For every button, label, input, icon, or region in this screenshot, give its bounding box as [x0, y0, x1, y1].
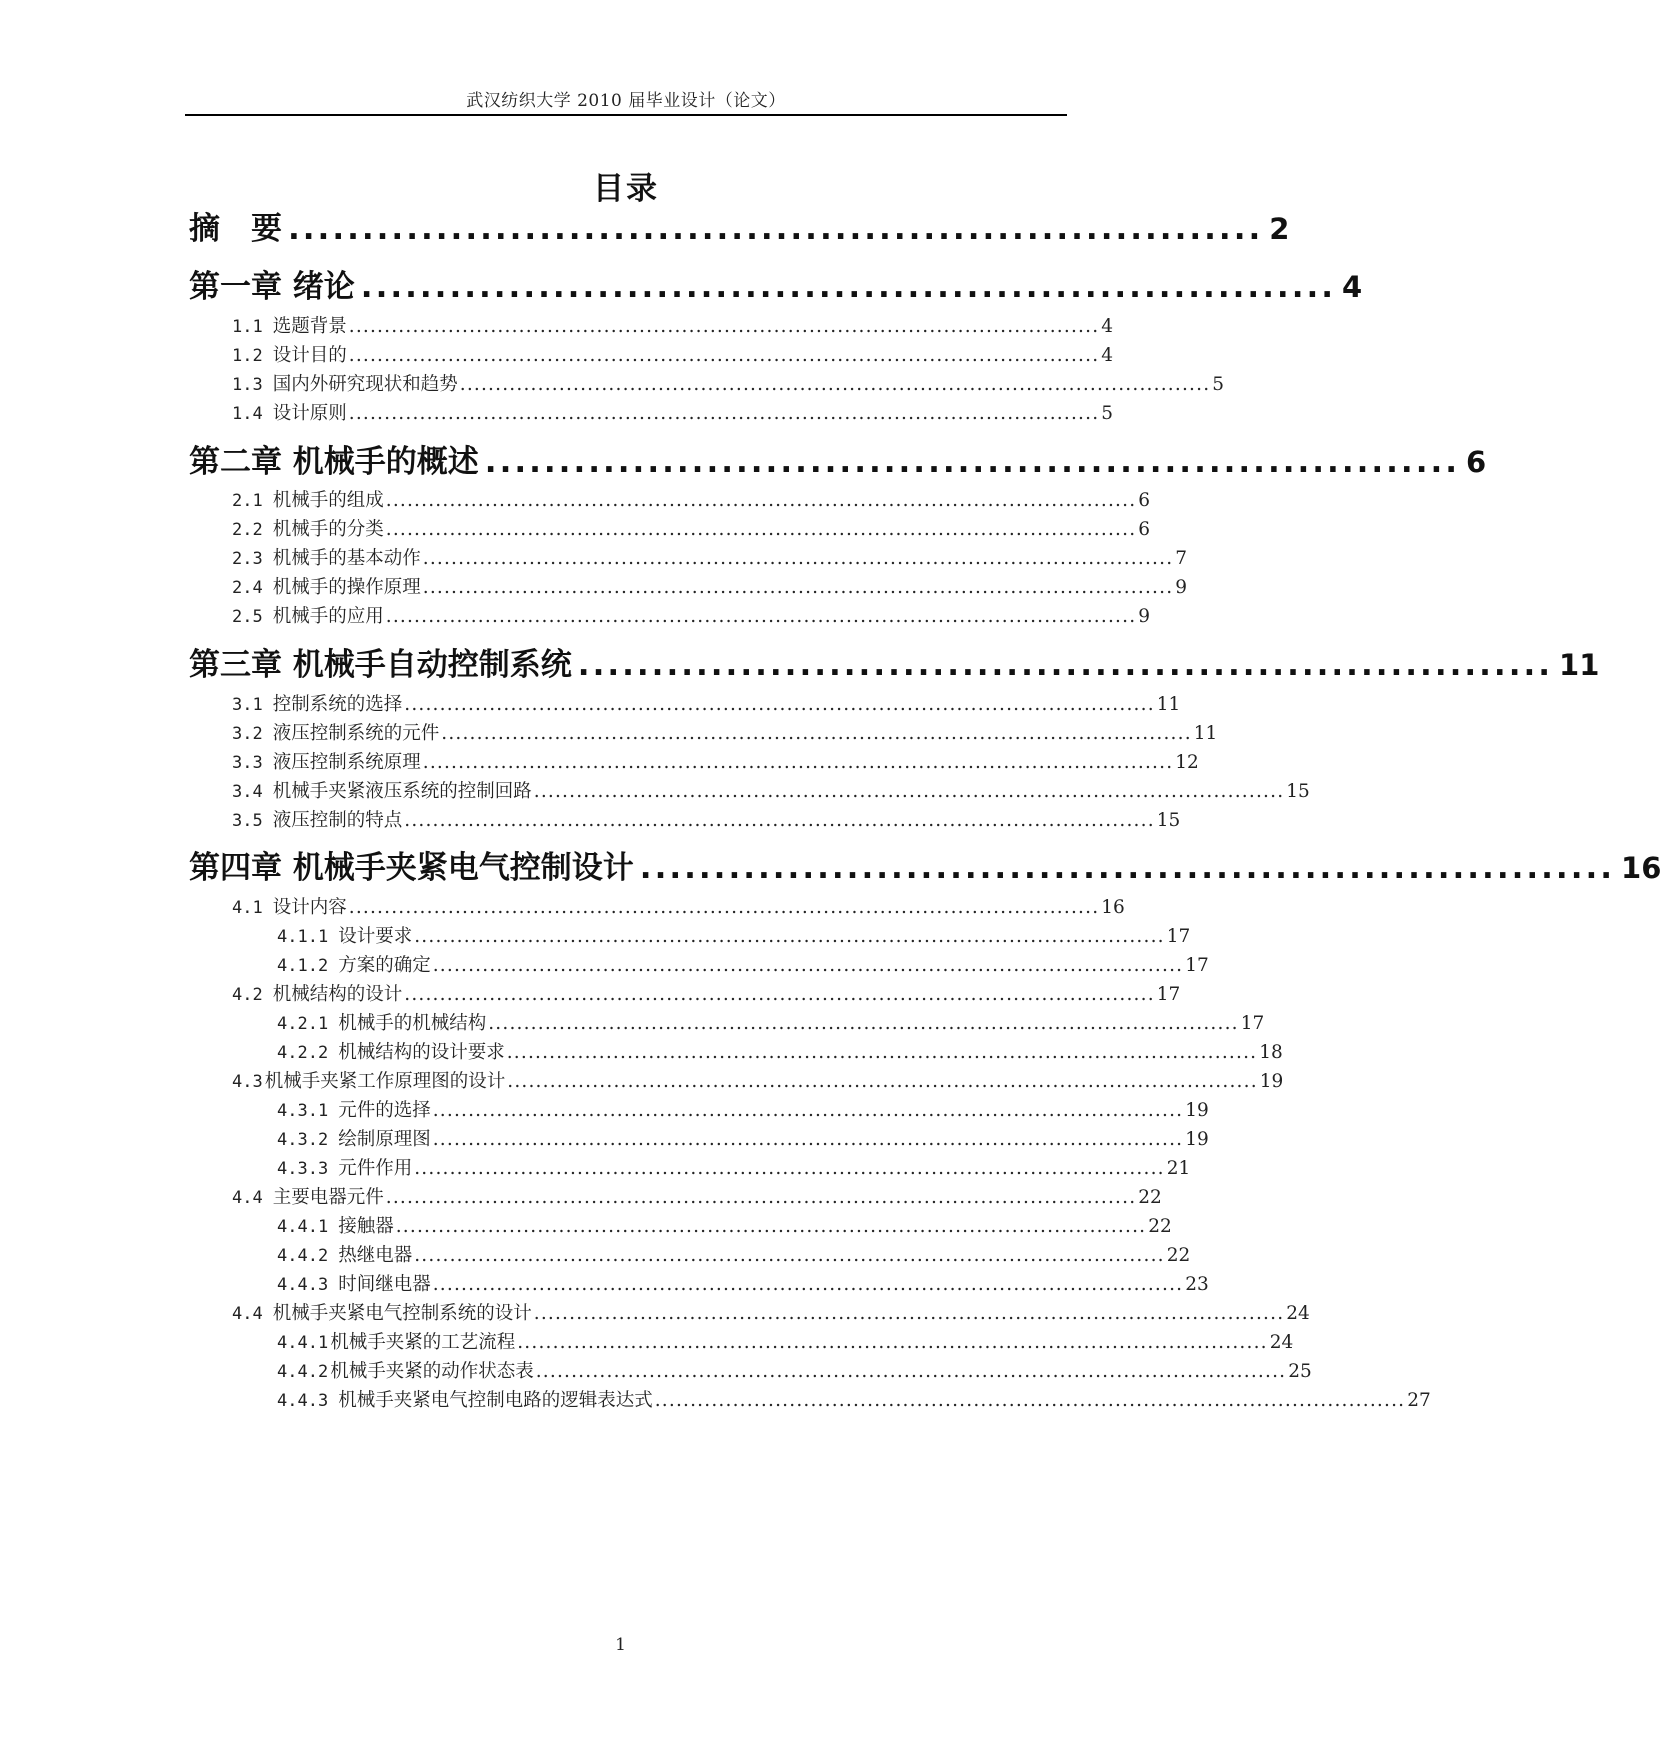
dot-leader: .......................................................................................................... [432, 1129, 1184, 1150]
toc-entry-section[interactable] [232, 486, 1151, 514]
toc-page-number: 17 [1156, 984, 1181, 1005]
dot-leader: .......................................................................................................... [533, 781, 1285, 802]
toc-label: 机械手的操作原理 [272, 577, 421, 598]
section-number: 4.3.2 [277, 1130, 329, 1150]
toc-page-number: 16 [1621, 851, 1661, 885]
toc-label: 摘 要 [189, 211, 282, 247]
section-number: 4.4 [232, 1304, 263, 1324]
toc-entry-section[interactable] [232, 341, 1114, 369]
page-number: 1 [615, 1635, 626, 1655]
toc-label: 机械手的基本动作 [272, 548, 421, 569]
dot-leader: .................................................................. [639, 850, 1616, 886]
toc-page-number: 4 [1101, 316, 1114, 337]
section-number: 4.4.1 [277, 1217, 329, 1237]
dot-leader: .................................................................. [288, 211, 1264, 247]
toc-entry-subsection[interactable] [277, 1038, 1283, 1066]
section-number: 4.4.3 [277, 1275, 329, 1295]
section-number: 1.3 [232, 375, 263, 395]
dot-leader: .......................................................................................................... [422, 752, 1174, 773]
section-number: 2.4 [232, 578, 263, 598]
toc-label: 元件作用 [338, 1158, 413, 1179]
toc-entry-subsection[interactable] [277, 1212, 1172, 1240]
dot-leader: .......................................................................................................... [507, 1071, 1258, 1092]
toc-entry-section[interactable] [232, 748, 1199, 776]
section-number: 1.1 [232, 317, 263, 337]
toc-entry-section[interactable] [232, 893, 1125, 921]
toc-entry-section[interactable] [232, 544, 1188, 572]
toc-label: 选题背景 [272, 316, 347, 337]
dot-leader: .......................................................................................................... [348, 345, 1100, 366]
toc-page-number: 6 [1138, 519, 1151, 540]
toc-entry-chapter-2[interactable] [189, 436, 1487, 480]
toc-label: 时间继电器 [338, 1274, 431, 1295]
section-number: 4.2.1 [277, 1014, 329, 1034]
toc-entry-subsection[interactable] [277, 951, 1209, 979]
dot-leader: .......................................................................................................... [488, 1013, 1239, 1034]
section-number: 4.2 [232, 985, 263, 1005]
toc-entry-subsection[interactable] [277, 1009, 1265, 1037]
toc-page-number: 5 [1101, 403, 1114, 424]
toc-entry-section[interactable] [232, 515, 1151, 543]
section-number: 2.2 [232, 520, 263, 540]
toc-label: 机械手的机械结构 [338, 1013, 487, 1034]
toc-label: 第四章 机械手夹紧电气控制设计 [189, 850, 634, 886]
dot-leader: .......................................................................................................... [404, 694, 1155, 715]
toc-entry-section[interactable] [232, 1183, 1162, 1211]
toc-label: 机械手夹紧液压系统的控制回路 [272, 781, 532, 802]
dot-leader: .......................................................................................................... [395, 1216, 1147, 1237]
dot-leader: .......................................................................................................... [385, 519, 1137, 540]
toc-entry-subsection[interactable] [277, 1386, 1431, 1414]
dot-leader: .......................................................................................................... [385, 1187, 1137, 1208]
toc-label: 液压控制系统的元件 [272, 723, 440, 744]
toc-page-number: 5 [1212, 374, 1225, 395]
toc-label: 元件的选择 [338, 1100, 431, 1121]
toc-page-number: 12 [1175, 752, 1199, 773]
toc-label: 液压控制系统原理 [272, 752, 421, 773]
toc-page-number: 17 [1185, 955, 1209, 976]
toc-label: 控制系统的选择 [272, 694, 403, 715]
toc-page-number: 4 [1342, 270, 1363, 304]
toc-entry-section[interactable] [232, 980, 1181, 1008]
toc-page-number: 23 [1185, 1274, 1209, 1295]
section-number: 4.1 [232, 898, 263, 918]
section-number: 1.4 [232, 404, 263, 424]
section-number: 4.3.1 [277, 1101, 329, 1121]
section-number: 4.3.3 [277, 1159, 329, 1179]
section-number: 2.5 [232, 607, 263, 627]
toc-label: 机械手夹紧的动作状态表 [330, 1361, 534, 1382]
toc-label: 方案的确定 [338, 955, 431, 976]
dot-leader: .......................................................................................................... [517, 1332, 1268, 1353]
toc-page-number: 19 [1185, 1129, 1209, 1150]
toc-label: 机械手夹紧的工艺流程 [330, 1332, 516, 1353]
toc-page-number: 24 [1269, 1332, 1294, 1353]
toc-label: 机械结构的设计 [272, 984, 403, 1005]
toc-entry-chapter-4[interactable] [189, 842, 1661, 886]
toc-page-number: 22 [1166, 1245, 1191, 1266]
toc-label: 第二章 机械手的概述 [189, 444, 479, 480]
toc-page-number: 25 [1288, 1361, 1312, 1382]
section-number: 3.4 [232, 782, 263, 802]
toc-page-number: 9 [1138, 606, 1151, 627]
toc-label: 主要电器元件 [272, 1187, 384, 1208]
dot-leader: .......................................................................................................... [533, 1303, 1285, 1324]
toc-page-number: 6 [1466, 445, 1487, 479]
dot-leader: .......................................................................................................... [432, 1274, 1184, 1295]
toc-label: 机械手的组成 [272, 490, 384, 511]
toc-page-number: 22 [1148, 1216, 1172, 1237]
toc-label: 第一章 绪论 [189, 269, 355, 305]
section-number: 4.4.2 [277, 1362, 329, 1382]
toc-entry-subsection[interactable] [277, 1270, 1209, 1298]
section-number: 4.3 [232, 1072, 263, 1092]
toc-entry-subsection[interactable] [277, 1328, 1294, 1356]
toc-entry-subsection[interactable] [277, 1125, 1209, 1153]
toc-label: 设计内容 [272, 897, 347, 918]
toc-title: 目录 [593, 171, 659, 207]
section-number: 4.4 [232, 1188, 263, 1208]
toc-entry-subsection[interactable] [277, 1154, 1191, 1182]
toc-entry-abstract[interactable] [189, 203, 1290, 247]
toc-page-number: 17 [1166, 926, 1191, 947]
section-number: 4.4.3 [277, 1391, 329, 1411]
toc-page-number: 16 [1101, 897, 1125, 918]
dot-leader: .......................................................................................................... [348, 403, 1100, 424]
toc-entry-section[interactable] [232, 1299, 1310, 1327]
toc-entry-section[interactable] [232, 806, 1181, 834]
running-header: 武汉纺织大学 2010 届毕业设计（论文） [466, 91, 786, 111]
section-number: 4.2.2 [277, 1043, 329, 1063]
dot-leader: .......................................................................................................... [422, 548, 1174, 569]
toc-page-number: 7 [1175, 548, 1188, 569]
dot-leader: .......................................................................................................... [459, 374, 1211, 395]
toc-label: 液压控制的特点 [272, 810, 403, 831]
toc-page-number: 27 [1407, 1390, 1431, 1411]
dot-leader: .......................................................................................................... [432, 955, 1184, 976]
dot-leader: .......................................................................................................... [414, 926, 1165, 947]
toc-label: 接触器 [338, 1216, 394, 1237]
toc-label: 机械手的应用 [272, 606, 384, 627]
section-number: 1.2 [232, 346, 263, 366]
toc-label: 设计原则 [272, 403, 347, 424]
dot-leader: .......................................................................................................... [422, 577, 1174, 598]
dot-leader: .......................................................................................................... [414, 1158, 1165, 1179]
toc-entry-section[interactable] [232, 1067, 1284, 1095]
toc-page-number: 24 [1286, 1303, 1310, 1324]
section-number: 4.1.2 [277, 956, 329, 976]
toc-entry-subsection[interactable] [277, 922, 1191, 950]
dot-leader: .................................................................. [484, 444, 1461, 480]
dot-leader: .......................................................................................................... [348, 897, 1100, 918]
dot-leader: .......................................................................................................... [432, 1100, 1184, 1121]
toc-label: 绘制原理图 [338, 1129, 431, 1150]
toc-page-number: 11 [1559, 648, 1600, 682]
toc-entry-subsection[interactable] [277, 1096, 1209, 1124]
dot-leader: .......................................................................................................... [654, 1390, 1406, 1411]
toc-page-number: 19 [1185, 1100, 1209, 1121]
section-number: 3.5 [232, 811, 263, 831]
dot-leader: .................................................................. [360, 269, 1337, 305]
dot-leader: .......................................................................................................... [535, 1361, 1287, 1382]
toc-entry-section[interactable] [232, 573, 1188, 601]
toc-page-number: 17 [1240, 1013, 1265, 1034]
header-rule [185, 114, 1067, 116]
section-number: 3.1 [232, 695, 263, 715]
dot-leader: .......................................................................................................... [414, 1245, 1165, 1266]
toc-entry-section[interactable] [232, 690, 1181, 718]
dot-leader: .................................................................. [577, 647, 1554, 683]
toc-page-number: 6 [1138, 490, 1151, 511]
section-number: 4.4.1 [277, 1333, 329, 1353]
toc-page-number: 21 [1166, 1158, 1191, 1179]
toc-page-number: 11 [1193, 723, 1218, 744]
toc-entry-chapter-3[interactable] [189, 639, 1600, 683]
toc-page-number: 15 [1156, 810, 1181, 831]
dot-leader: .......................................................................................................... [404, 984, 1155, 1005]
toc-page-number: 2 [1269, 212, 1290, 246]
toc-page-number: 11 [1156, 694, 1181, 715]
toc-entry-subsection[interactable] [277, 1241, 1191, 1269]
toc-label: 设计目的 [272, 345, 347, 366]
toc-label: 机械手的分类 [272, 519, 384, 540]
toc-page-number: 15 [1286, 781, 1310, 802]
toc-entry-section[interactable] [232, 312, 1114, 340]
toc-entry-section[interactable] [232, 777, 1310, 805]
dot-leader: .......................................................................................................... [385, 606, 1137, 627]
toc-page-number: 22 [1138, 1187, 1162, 1208]
section-number: 3.2 [232, 724, 263, 744]
dot-leader: .......................................................................................................... [385, 490, 1137, 511]
toc-label: 机械结构的设计要求 [338, 1042, 505, 1063]
section-number: 2.3 [232, 549, 263, 569]
dot-leader: .......................................................................................................... [506, 1042, 1258, 1063]
toc-entry-chapter-1[interactable] [189, 261, 1363, 305]
toc-label: 机械手夹紧电气控制系统的设计 [272, 1303, 532, 1324]
toc-label: 热继电器 [338, 1245, 413, 1266]
toc-entry-section[interactable] [232, 370, 1225, 398]
toc-entry-section[interactable] [232, 399, 1114, 427]
dot-leader: .......................................................................................................... [441, 723, 1192, 744]
toc-page-number: 18 [1259, 1042, 1283, 1063]
section-number: 4.4.2 [277, 1246, 329, 1266]
dot-leader: .......................................................................................................... [348, 316, 1100, 337]
toc-label: 机械手夹紧工作原理图的设计 [264, 1071, 506, 1092]
toc-entry-section[interactable] [232, 719, 1218, 747]
section-number: 2.1 [232, 491, 263, 511]
toc-page-number: 4 [1101, 345, 1114, 366]
toc-label: 国内外研究现状和趋势 [272, 374, 458, 395]
toc-entry-subsection[interactable] [277, 1357, 1312, 1385]
toc-label: 设计要求 [338, 926, 413, 947]
section-number: 3.3 [232, 753, 263, 773]
toc-page-number: 19 [1259, 1071, 1284, 1092]
toc-label: 第三章 机械手自动控制系统 [189, 647, 572, 683]
toc-label: 机械手夹紧电气控制电路的逻辑表达式 [338, 1390, 653, 1411]
dot-leader: .......................................................................................................... [404, 810, 1155, 831]
toc-entry-section[interactable] [232, 602, 1151, 630]
toc-page-number: 9 [1175, 577, 1188, 598]
section-number: 4.1.1 [277, 927, 329, 947]
